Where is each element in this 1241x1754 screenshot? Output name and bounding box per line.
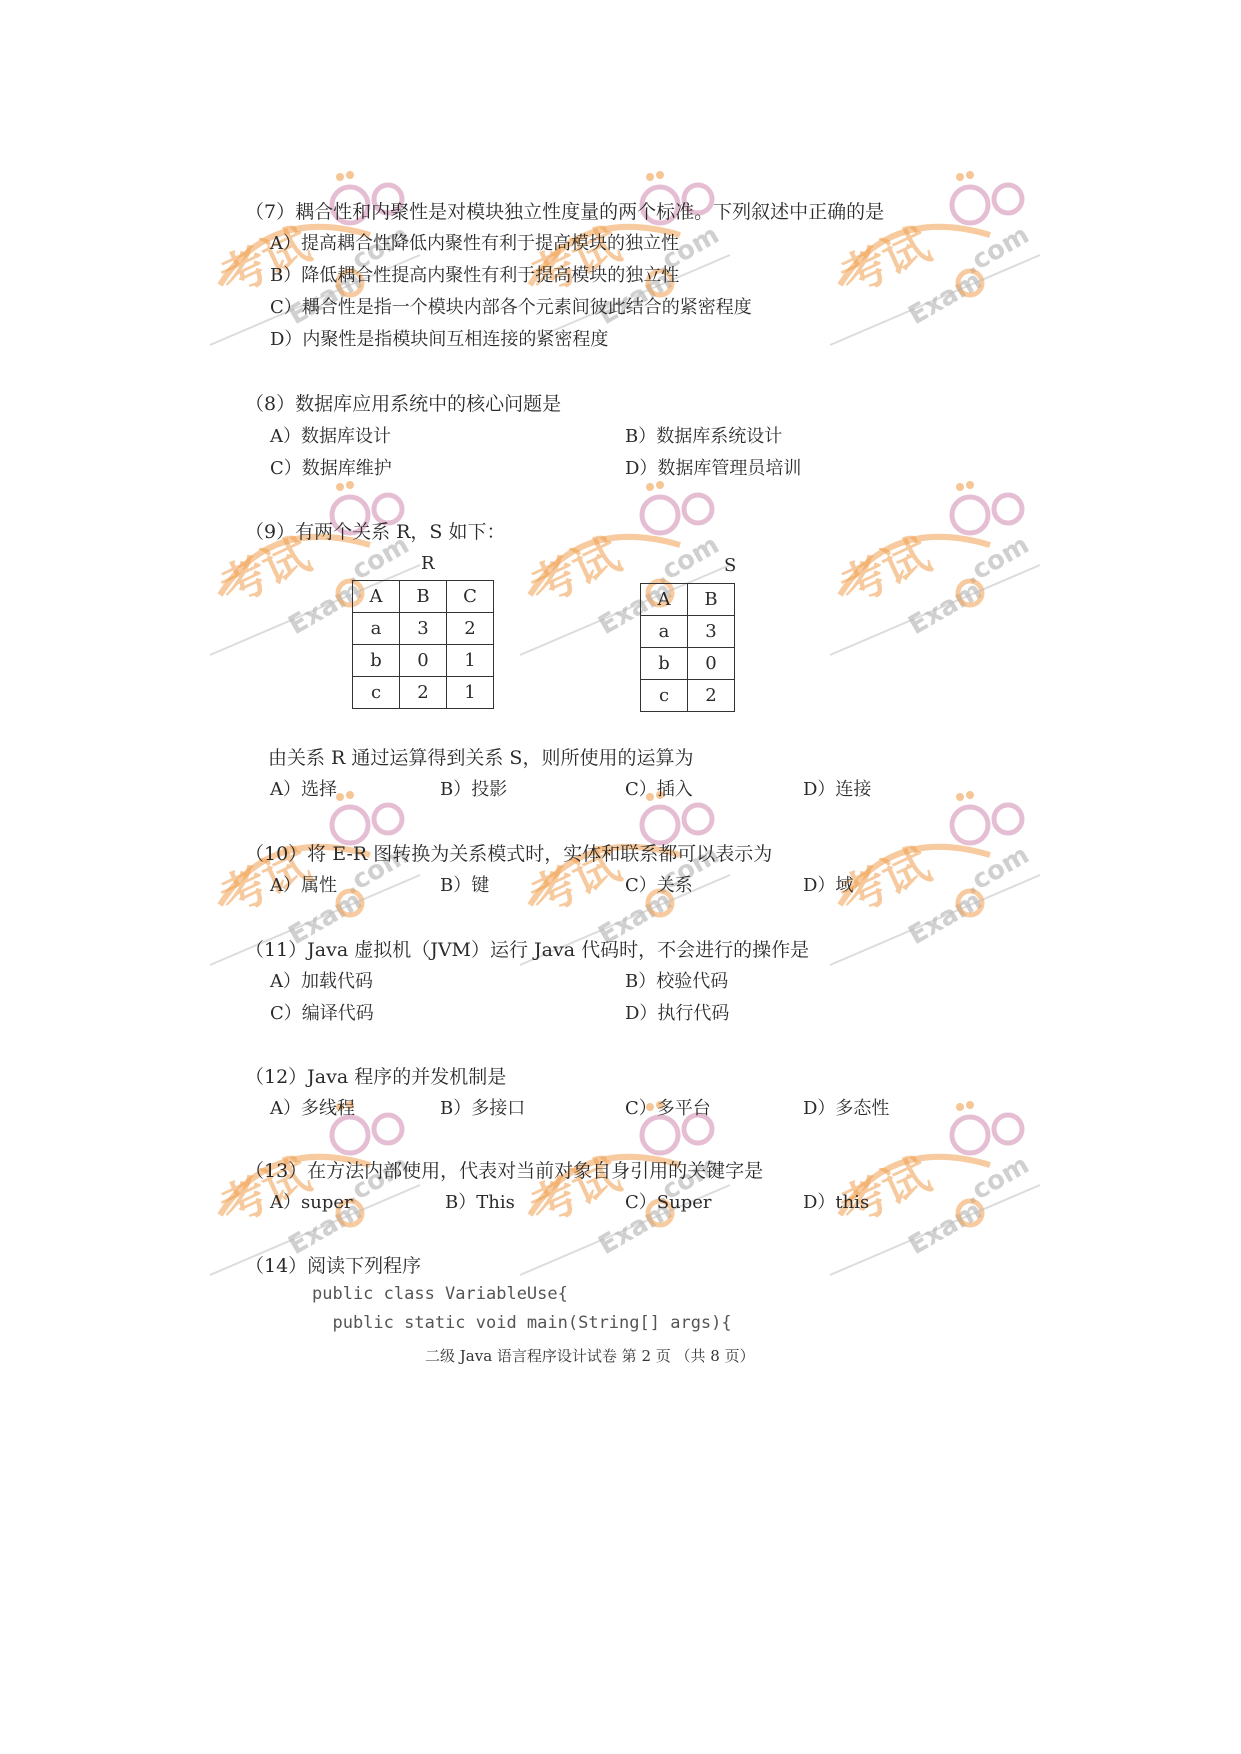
question-9-follow: 由关系 R 通过运算得到关系 S，则所使用的运算为 [268, 747, 694, 769]
question-13-stem: （13）在方法内部使用，代表对当前对象自身引用的关键字是 [245, 1160, 764, 1182]
relation-r-table [352, 580, 494, 709]
question-8-stem: （8）数据库应用系统中的核心问题是 [245, 393, 562, 415]
table-cell: 2 [447, 613, 494, 645]
table-cell: 1 [447, 645, 494, 677]
question-7-option-a: A）提高耦合性降低内聚性有利于提高模块的独立性 [270, 233, 679, 254]
question-9-option-d: D）连接 [803, 779, 872, 800]
question-13-option-a: A）super [270, 1192, 353, 1213]
table-header: B [400, 581, 447, 613]
question-7-stem: （7）耦合性和内聚性是对模块独立性度量的两个标准。下列叙述中正确的是 [245, 201, 885, 223]
page-footer: 二级 Java 语言程序设计试卷 第 2 页 （共 8 页） [425, 1347, 755, 1365]
question-10-option-d: D）域 [803, 875, 854, 896]
table-header: A [641, 584, 688, 616]
question-13-option-d: D）this [803, 1192, 870, 1213]
watermark-logo [510, 165, 740, 355]
code-line: public static void main(String[] args){ [312, 1313, 732, 1333]
table-cell: 2 [400, 677, 447, 709]
question-10-stem: （10）将 E-R 图转换为关系模式时，实体和联系都可以表示为 [245, 843, 773, 865]
watermark-logo [820, 165, 1050, 355]
watermark-logo [510, 1095, 740, 1285]
table-cell: b [641, 648, 688, 680]
question-7-option-d: D）内聚性是指模块间互相连接的紧密程度 [270, 329, 609, 350]
table-cell: 0 [688, 648, 735, 680]
question-10-option-a: A）属性 [270, 875, 337, 896]
question-13-option-b: B）This [445, 1192, 515, 1213]
question-10-option-b: B）键 [440, 875, 490, 896]
watermark-logo [820, 475, 1050, 665]
question-12-stem: （12）Java 程序的并发机制是 [245, 1066, 507, 1088]
question-10-option-c: C）关系 [625, 875, 693, 896]
table-cell: c [641, 680, 688, 712]
question-12-option-c: C）多平台 [625, 1098, 711, 1119]
table-cell: a [641, 616, 688, 648]
watermark-logo [200, 165, 430, 355]
question-11-option-a: A）加载代码 [270, 971, 373, 992]
question-9-stem: （9）有两个关系 R，S 如下： [245, 521, 506, 543]
question-9-option-a: A）选择 [270, 779, 337, 800]
relation-s-name: S [724, 555, 737, 576]
question-14-stem: （14）阅读下列程序 [245, 1255, 422, 1277]
question-8-option-b: B）数据库系统设计 [625, 426, 783, 447]
table-header: A [353, 581, 400, 613]
question-7-option-c: C）耦合性是指一个模块内部各个元素间彼此结合的紧密程度 [270, 297, 752, 318]
table-cell: 3 [400, 613, 447, 645]
question-13-option-c: C）Super [625, 1192, 712, 1213]
table-header: B [688, 584, 735, 616]
table-cell: 1 [447, 677, 494, 709]
table-cell: b [353, 645, 400, 677]
question-9-option-c: C）插入 [625, 779, 693, 800]
question-12-option-b: B）多接口 [440, 1098, 526, 1119]
watermark-logo [820, 785, 1050, 975]
table-cell: c [353, 677, 400, 709]
question-12-option-d: D）多态性 [803, 1098, 890, 1119]
question-8-option-a: A）数据库设计 [270, 426, 391, 447]
question-11-stem: （11）Java 虚拟机（JVM）运行 Java 代码时，不会进行的操作是 [245, 939, 810, 961]
question-9-option-b: B）投影 [440, 779, 508, 800]
table-cell: 3 [688, 616, 735, 648]
question-8-option-d: D）数据库管理员培训 [625, 458, 802, 479]
question-11-option-d: D）执行代码 [625, 1003, 730, 1024]
relation-s-table [640, 583, 735, 712]
table-header: C [447, 581, 494, 613]
table-cell: 0 [400, 645, 447, 677]
table-cell: a [353, 613, 400, 645]
question-8-option-c: C）数据库维护 [270, 458, 392, 479]
question-12-option-a: A）多线程 [270, 1098, 355, 1119]
relation-r-name: R [421, 553, 435, 574]
question-11-option-b: B）校验代码 [625, 971, 729, 992]
code-line: public class VariableUse{ [312, 1284, 568, 1304]
table-cell: 2 [688, 680, 735, 712]
question-11-option-c: C）编译代码 [270, 1003, 374, 1024]
question-7-option-b: B）降低耦合性提高内聚性有利于提高模块的独立性 [270, 265, 680, 286]
watermark-logo [820, 1095, 1050, 1285]
